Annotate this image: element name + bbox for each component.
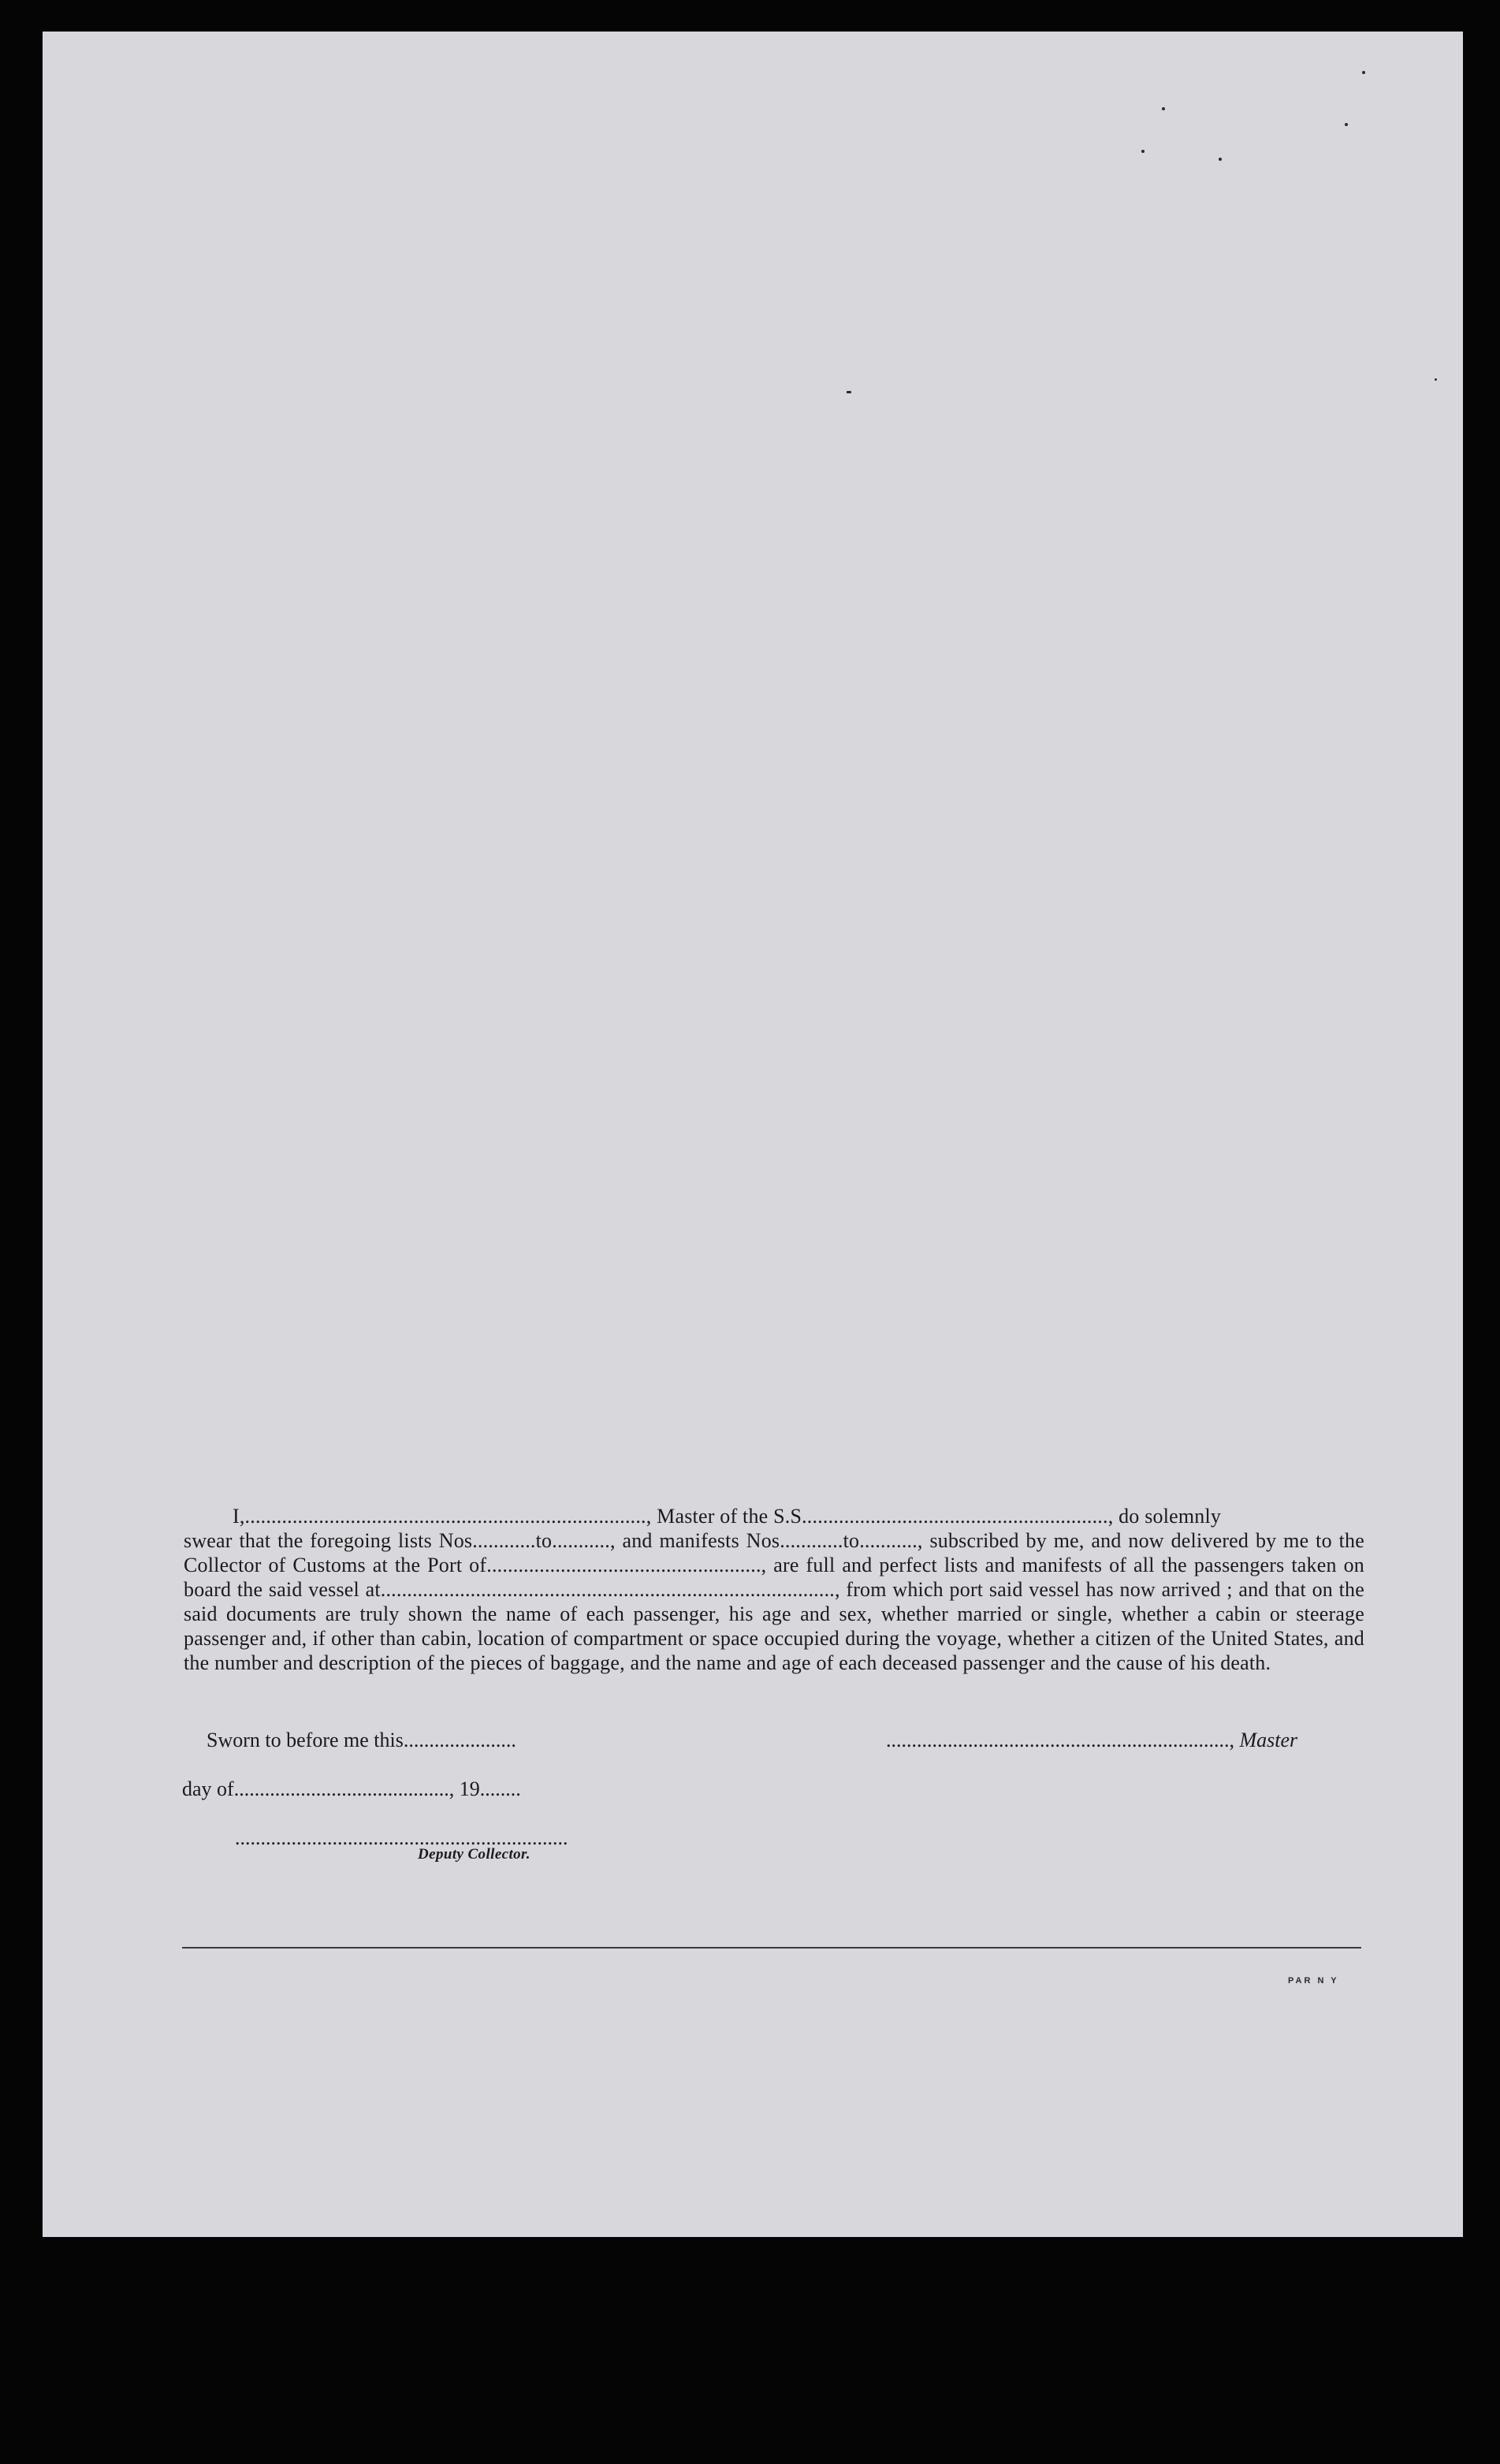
date-line: day of.........................................., 19........ [182,1777,521,1800]
scan-speck [1362,71,1365,74]
oath-paragraph [184,1504,1364,1675]
printer-mark: PAR N Y [1288,1976,1339,1986]
oath-first-line: I,............................................................................, Master of the S.S.........................................................., do solemnly [233,1505,1222,1528]
master-label: Master [1239,1729,1298,1751]
deputy-collector-label: Deputy Collector. [418,1846,530,1863]
master-signature-dots: ..................................................................., [886,1729,1234,1751]
deputy-signature-dots: ................................................................. [235,1826,568,1849]
master-signature-line [886,1728,1297,1752]
scan-speck [1345,123,1348,126]
scan-speck [1435,378,1437,381]
oath-body: swear that the foregoing lists Nos............to..........., and manifests Nos............to..........., subscribed by me, and now delivered by me to the Collector of Customs at the Port of...................................................., are full and perfect lists and manifests of all the passengers taken on board the said vessel at......................................................................................, from which port said vessel has now arrived ; and that on the said documents are truly shown the name of each passenger, his age and sex, whether married or single, whether a cabin or steerage passenger and, if other than cabin, location of compartment or space occupied during the voyage, whether a citizen of the United States, and the number and description of the pieces of baggage, and the name and age of each deceased passenger and the cause of his death. [184,1529,1364,1674]
scan-speck [1162,107,1165,110]
scan-speck [1219,158,1222,161]
scan-speck [1141,150,1145,153]
footer-rule [182,1947,1361,1948]
form-page [43,32,1463,2237]
sworn-before-line: Sworn to before me this...................... [207,1729,516,1751]
scan-speck [847,391,851,393]
